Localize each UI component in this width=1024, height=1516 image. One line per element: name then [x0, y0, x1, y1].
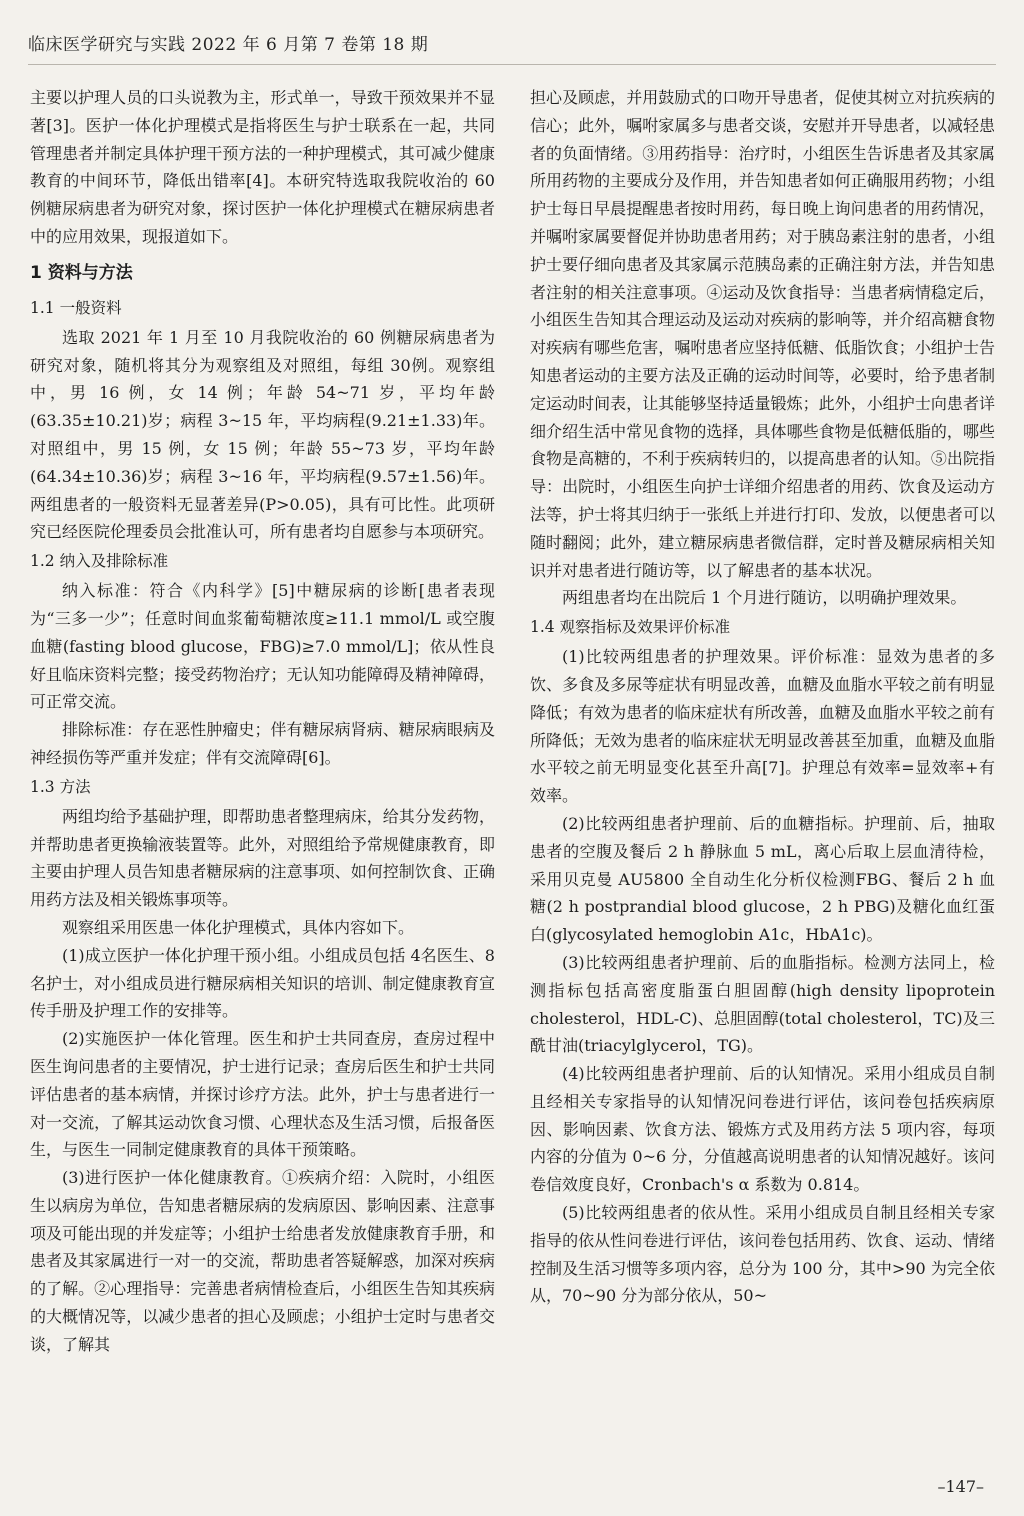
subsection-heading: 1.2 纳入及排除标准	[30, 552, 169, 571]
paragraph: 担心及顾虑，并用鼓励式的口吻开导患者，促使其树立对抗疾病的信心；此外，嘱咐家属多与患者交谈，安慰并开导患者，以减轻患者的负面情绪。③用药指导：治疗时，小组医生告诉患者及其家属所用药物的主要成分及作用，并告知患者如何正确服用药物；小组护士每日早晨提醒患者按时用药，每日晚上询问患者的用药情况，并嘱咐家属要督促并协助患者用药；对于胰岛素注射的患者，小组护士要仔细向患者及其家属示范胰岛素的正确注射方法，并告知患者注射的相关注意事项。④运动及饮食指导：当患者病情稳定后，小组医生告知其合理运动及运动对疾病的影响等，并介绍高糖食物对疾病有哪些危害，嘱咐患者应坚持低糖、低脂饮食；小组护士告知患者运动的主要方法及正确的运动时间等，必要时，给予患者制定运动时间表，让其能够坚持适量锻炼；此外，小组护士向患者详细介绍生活中常见食物的选择，具体哪些食物是低糖低脂的，哪些食物是高糖的，不利于疾病转归的，以提高患者的认知。⑤出院指导：出院时，小组医生向护士详细介绍患者的用药、饮食及运动方法等，护士将其归纳于一张纸上并进行打印、发放，以便患者可以随时翻阅；此外，建立糖尿病患者微信群，定时普及糖尿病相关知识并对患者进行随访等，以了解患者的基本状况。	[530, 88, 995, 580]
right-column	[530, 84, 995, 1310]
paragraph: (2)实施医护一体化管理。医生和护士共同查房，查房过程中医生询问患者的主要情况，护士进行记录；查房后医生和护士共同评估患者的基本病情，并探讨诊疗方法。此外，护士与患者进行一对一交流，了解其运动饮食习惯、心理状态及生活习惯，后报备医生，与医生一同制定健康教育的具体干预策略。	[30, 1029, 495, 1160]
journal-header: 临床医学研究与实践 2022 年 6 月第 7 卷第 18 期	[28, 35, 429, 55]
subsection-heading: 1.4 观察指标及效果评价标准	[530, 618, 731, 637]
paragraph: (4)比较两组患者护理前、后的认知情况。采用小组成员自制且经相关专家指导的认知情况问卷进行评估，该问卷包括疾病原因、影响因素、饮食方法、锻炼方式及用药方法 5 项内容，每项内容的分值为 0~6 分，分值越高说明患者的认知情况越好。该问卷信效度良好，Cronbach's α 系数为 0.814。	[530, 1064, 995, 1195]
paragraph: 纳入标准：符合《内科学》[5]中糖尿病的诊断[患者表现为“三多一少”；任意时间血浆葡萄糖浓度≥11.1 mmol/L 或空腹血糖(fasting blood glucose，FBG)≥7.0 mmol/L]；依从性良好且临床资料完整；接受药物治疗；无认知功能障碍及精神障碍，可正常交流。	[30, 581, 495, 712]
paragraph: (5)比较两组患者的依从性。采用小组成员自制且经相关专家指导的依从性问卷进行评估，该问卷包括用药、饮食、运动、情绪控制及生活习惯等多项内容，总分为 100 分，其中>90 为完全依从，70~90 分为部分依从，50~	[530, 1203, 995, 1306]
paragraph: (1)成立医护一体化护理干预小组。小组成员包括 4名医生、8 名护士，对小组成员进行糖尿病相关知识的培训、制定健康教育宣传手册及护理工作的安排等。	[30, 945, 495, 1021]
paragraph: 观察组采用医患一体化护理模式，具体内容如下。	[62, 917, 415, 937]
page-number: –147–	[937, 1477, 984, 1496]
paragraph: 两组均给予基础护理，即帮助患者整理病床，给其分发药物，并帮助患者更换输液装置等。此外，对照组给予常规健康教育，即主要由护理人员告知患者糖尿病的注意事项、如何控制饮食、正确用药方法及相关锻炼事项等。	[30, 806, 495, 910]
paragraph: 选取 2021 年 1 月至 10 月我院收治的 60 例糖尿病患者为研究对象，随机将其分为观察组及对照组，每组 30例。观察组中，男 16 例，女 14 例；年龄 54~71 岁，平均年龄(63.35±10.21)岁；病程 3~15 年，平均病程(9.21±1.33)年。对照组中，男 15 例，女 15 例；年龄 55~73 岁，平均年龄(64.34±10.36)岁；病程 3~16 年，平均病程(9.57±1.56)年。两组患者的一般资料无显著差异(P>0.05)，具有可比性。此项研究已经医院伦理委员会批准认可，所有患者均自愿参与本项研究。	[30, 327, 495, 542]
paragraph: (1)比较两组患者的护理效果。评价标准：显效为患者的多饮、多食及多尿等症状有明显改善，血糖及血脂水平较之前有明显降低；有效为患者的临床症状有所改善，血糖及血脂水平较之前有所降低；无效为患者的临床症状无明显改善甚至加重，血糖及血脂水平较之前无明显变化甚至升高[7]。护理总有效率=显效率+有效率。	[530, 647, 995, 806]
paragraph: 主要以护理人员的口头说教为主，形式单一，导致干预效果并不显著[3]。医护一体化护理模式是指将医生与护士联系在一起，共同管理患者并制定具体护理干预方法的一种护理模式，其可减少健康教育的中间环节，降低出错率[4]。本研究特选取我院收治的 60 例糖尿病患者为研究对象，探讨医护一体化护理模式在糖尿病患者中的应用效果，现报道如下。	[30, 88, 495, 246]
paragraph: (3)进行医护一体化健康教育。①疾病介绍：入院时，小组医生以病房为单位，告知患者糖尿病的发病原因、影响因素、注意事项及可能出现的并发症等；小组护士给患者发放健康教育手册，和患者及其家属进行一对一的交流，帮助患者答疑解惑，加深对疾病的了解。②心理指导：完善患者病情检查后，小组医生告知其疾病的大概情况等，以减少患者的担心及顾虑；小组护士定时与患者交谈，了解其	[30, 1168, 495, 1354]
subsection-heading: 1.1 一般资料	[30, 298, 122, 317]
section-heading: 1 资料与方法	[30, 262, 133, 283]
paragraph: (3)比较两组患者护理前、后的血脂指标。检测方法同上，检测指标包括高密度脂蛋白胆固醇(high density lipoprotein cholesterol，HDL-C)、总胆固醇(total cholesterol，TC)及三酰甘油(triacylglycerol，TG)。	[530, 952, 995, 1056]
paragraph: 两组患者均在出院后 1 个月进行随访，以明确护理效果。	[562, 588, 967, 608]
paragraph: 排除标准：存在恶性肿瘤史；伴有糖尿病肾病、糖尿病眼病及神经损伤等严重并发症；伴有交流障碍[6]。	[30, 720, 495, 767]
subsection-heading: 1.3 方法	[30, 777, 91, 796]
left-column	[30, 84, 495, 1359]
header-divider	[28, 64, 996, 65]
paragraph: (2)比较两组患者护理前、后的血糖指标。护理前、后，抽取患者的空腹及餐后 2 h 静脉血 5 mL，离心后取上层血清待检，采用贝克曼 AU5800 全自动生化分析仪检测FBG、餐后 2 h 血糖(2 h postprandial blood glucose，2 h PBG)及糖化血红蛋白(glycosylated hemoglobin A1c，HbA1c)。	[530, 813, 995, 945]
